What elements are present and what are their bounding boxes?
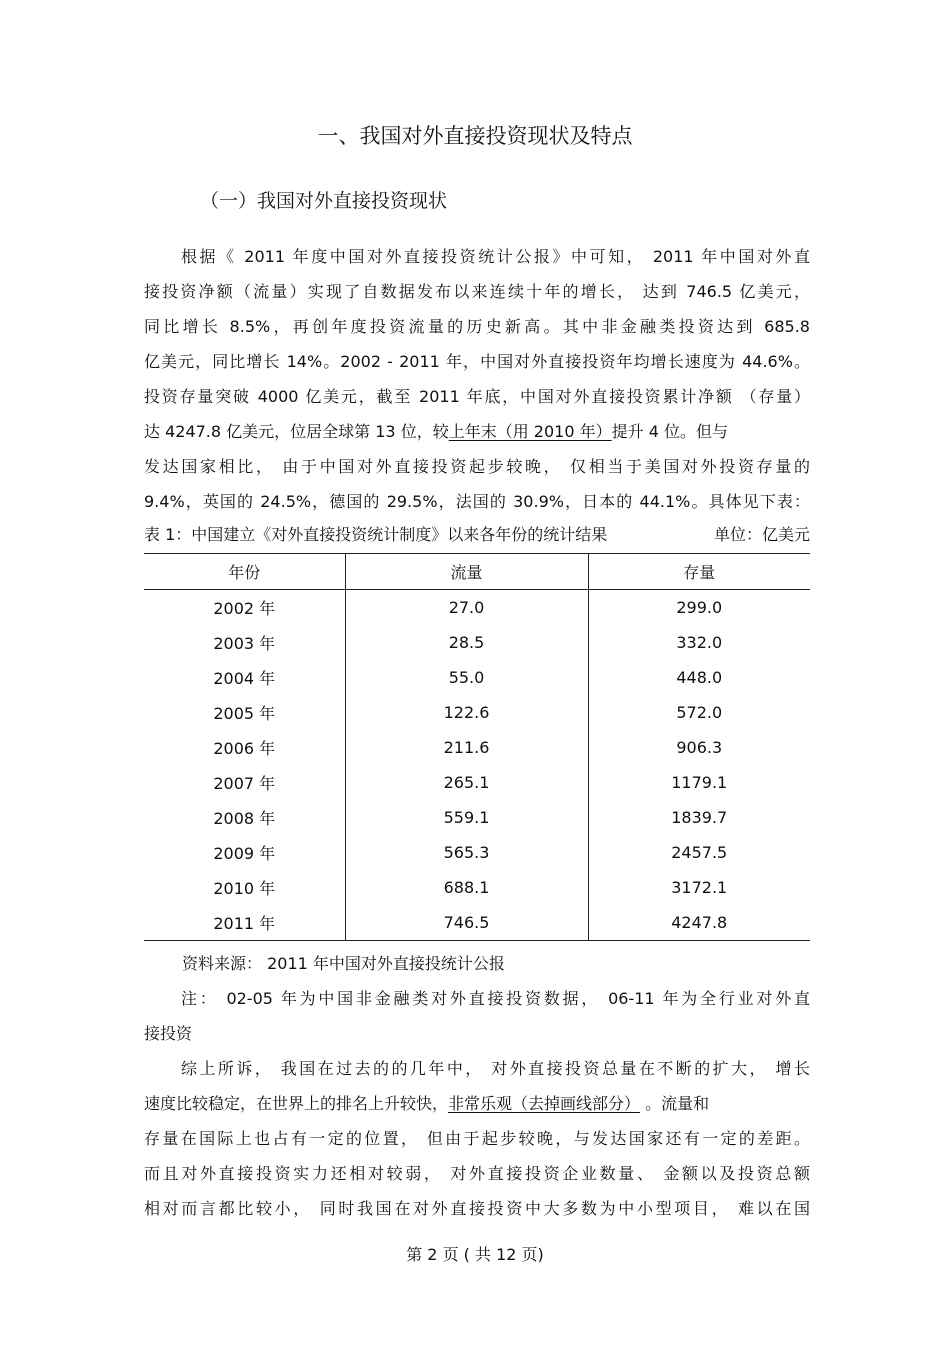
- text-line: 接投资: [144, 1024, 193, 1043]
- cell-stock: 1839.7: [588, 800, 810, 835]
- cell-flow: 211.6: [345, 730, 588, 765]
- cell-flow: 55.0: [345, 660, 588, 695]
- underlined-text: 上年末（用 2010 年）: [448, 422, 612, 441]
- page-footer: 第 2 页 ( 共 12 页): [406, 1245, 544, 1264]
- text-line: 相对而言都比较小， 同时我国在对外直接投资中大多数为中小型项目， 难以在国: [144, 1199, 810, 1218]
- cell-year: 2003 年: [213, 634, 276, 653]
- text-line: 接投资净额（流量）实现了自数据发布以来连续十年的增长， 达到 746.5 亿美元，: [144, 282, 810, 301]
- note-paragraph: [144, 981, 810, 1051]
- cell-flow: 265.1: [345, 765, 588, 800]
- table-row: [144, 730, 810, 765]
- column-header-flow: 流量: [345, 554, 588, 590]
- cell-stock: 572.0: [588, 695, 810, 730]
- text-segment: 。流量和: [640, 1094, 710, 1113]
- intro-paragraph: [144, 239, 810, 519]
- cell-stock: 332.0: [588, 625, 810, 660]
- cell-stock: 1179.1: [588, 765, 810, 800]
- cell-stock: 906.3: [588, 730, 810, 765]
- table-row: [144, 590, 810, 626]
- table-row: [144, 660, 810, 695]
- underlined-text: 非常乐观（去掉画线部分）: [448, 1094, 641, 1113]
- cell-flow: 27.0: [345, 590, 588, 626]
- cell-stock: 299.0: [588, 590, 810, 626]
- text-segment: 速度比较稳定，在世界上的排名上升较快，: [144, 1094, 449, 1113]
- cell-flow: 559.1: [345, 800, 588, 835]
- text-line: 而且对外直接投资实力还相对较弱， 对外直接投资企业数量、 金额以及投资总额: [144, 1164, 810, 1183]
- cell-flow: 28.5: [345, 625, 588, 660]
- text-line: 投资存量突破 4000 亿美元，截至 2011 年底，中国对外直接投资累计净额 （存量）: [144, 387, 810, 406]
- subsection-heading: （一）我国对外直接投资现状: [200, 190, 448, 212]
- data-source-note: 资料来源： 2011 年中国对外直接投统计公报: [182, 954, 505, 973]
- table-row: [144, 765, 810, 800]
- text-line: 9.4%，英国的 24.5%，德国的 29.5%，法国的 30.9%，日本的 44.1%。具体见下表：: [144, 492, 810, 511]
- text-line: 根据《 2011 年度中国对外直接投资统计公报》中可知， 2011 年中国对外直: [181, 247, 810, 266]
- table-row: [144, 870, 810, 905]
- cell-flow: 688.1: [345, 870, 588, 905]
- cell-flow: 565.3: [345, 835, 588, 870]
- table-unit: 单位：亿美元: [713, 525, 810, 544]
- cell-year: 2005 年: [213, 704, 276, 723]
- cell-flow: 122.6: [345, 695, 588, 730]
- cell-year: 2006 年: [213, 739, 276, 758]
- text-line: 同比增长 8.5%，再创年度投资流量的历史新高。其中非金融类投资达到 685.8: [144, 317, 810, 336]
- cell-year: 2009 年: [213, 844, 276, 863]
- table-row: [144, 695, 810, 730]
- text-line: [144, 1086, 810, 1121]
- cell-stock: 2457.5: [588, 835, 810, 870]
- table-caption: [144, 522, 810, 545]
- text-line: 综上所诉， 我国在过去的的几年中， 对外直接投资总量在不断的扩大， 增长: [181, 1059, 810, 1078]
- summary-paragraph: [144, 1051, 810, 1226]
- cell-stock: 448.0: [588, 660, 810, 695]
- table-row: [144, 800, 810, 835]
- table-row: [144, 835, 810, 870]
- text-line: [144, 414, 810, 449]
- cell-stock: 4247.8: [588, 905, 810, 941]
- cell-year: 2010 年: [213, 879, 276, 898]
- cell-year: 2008 年: [213, 809, 276, 828]
- cell-year: 2002 年: [213, 599, 276, 618]
- section-heading: 一、我国对外直接投资现状及特点: [317, 124, 633, 148]
- cell-stock: 3172.1: [588, 870, 810, 905]
- text-line: 存量在国际上也占有一定的位置， 但由于起步较晚，与发达国家还有一定的差距。: [144, 1129, 810, 1148]
- text-line: 注： 02-05 年为中国非金融类对外直接投资数据， 06-11 年为全行业对外直: [181, 989, 810, 1008]
- cell-year: 2011 年: [144, 905, 345, 941]
- column-header-stock: 存量: [588, 554, 810, 590]
- text-line: 亿美元，同比增长 14%。2002 - 2011 年，中国对外直接投资年均增长速度为 44.6%。: [144, 352, 810, 371]
- cell-year: 2004 年: [213, 669, 276, 688]
- column-header-year: 年份: [144, 554, 345, 590]
- cell-year: 2007 年: [213, 774, 276, 793]
- text-line: 发达国家相比， 由于中国对外直接投资起步较晚， 仅相当于美国对外投资存量的: [144, 457, 810, 476]
- cell-flow: 746.5: [345, 905, 588, 941]
- table-header-row: [144, 554, 810, 590]
- table-row: [144, 905, 810, 941]
- text-segment: 达 4247.8 亿美元，位居全球第 13 位，较: [144, 422, 449, 441]
- table-caption-text: 表 1：中国建立《对外直接投资统计制度》以来各年份的统计结果: [144, 525, 608, 544]
- table-row: [144, 625, 810, 660]
- text-segment: 提升 4 位。但与: [611, 422, 728, 441]
- fdi-statistics-table: [144, 553, 810, 941]
